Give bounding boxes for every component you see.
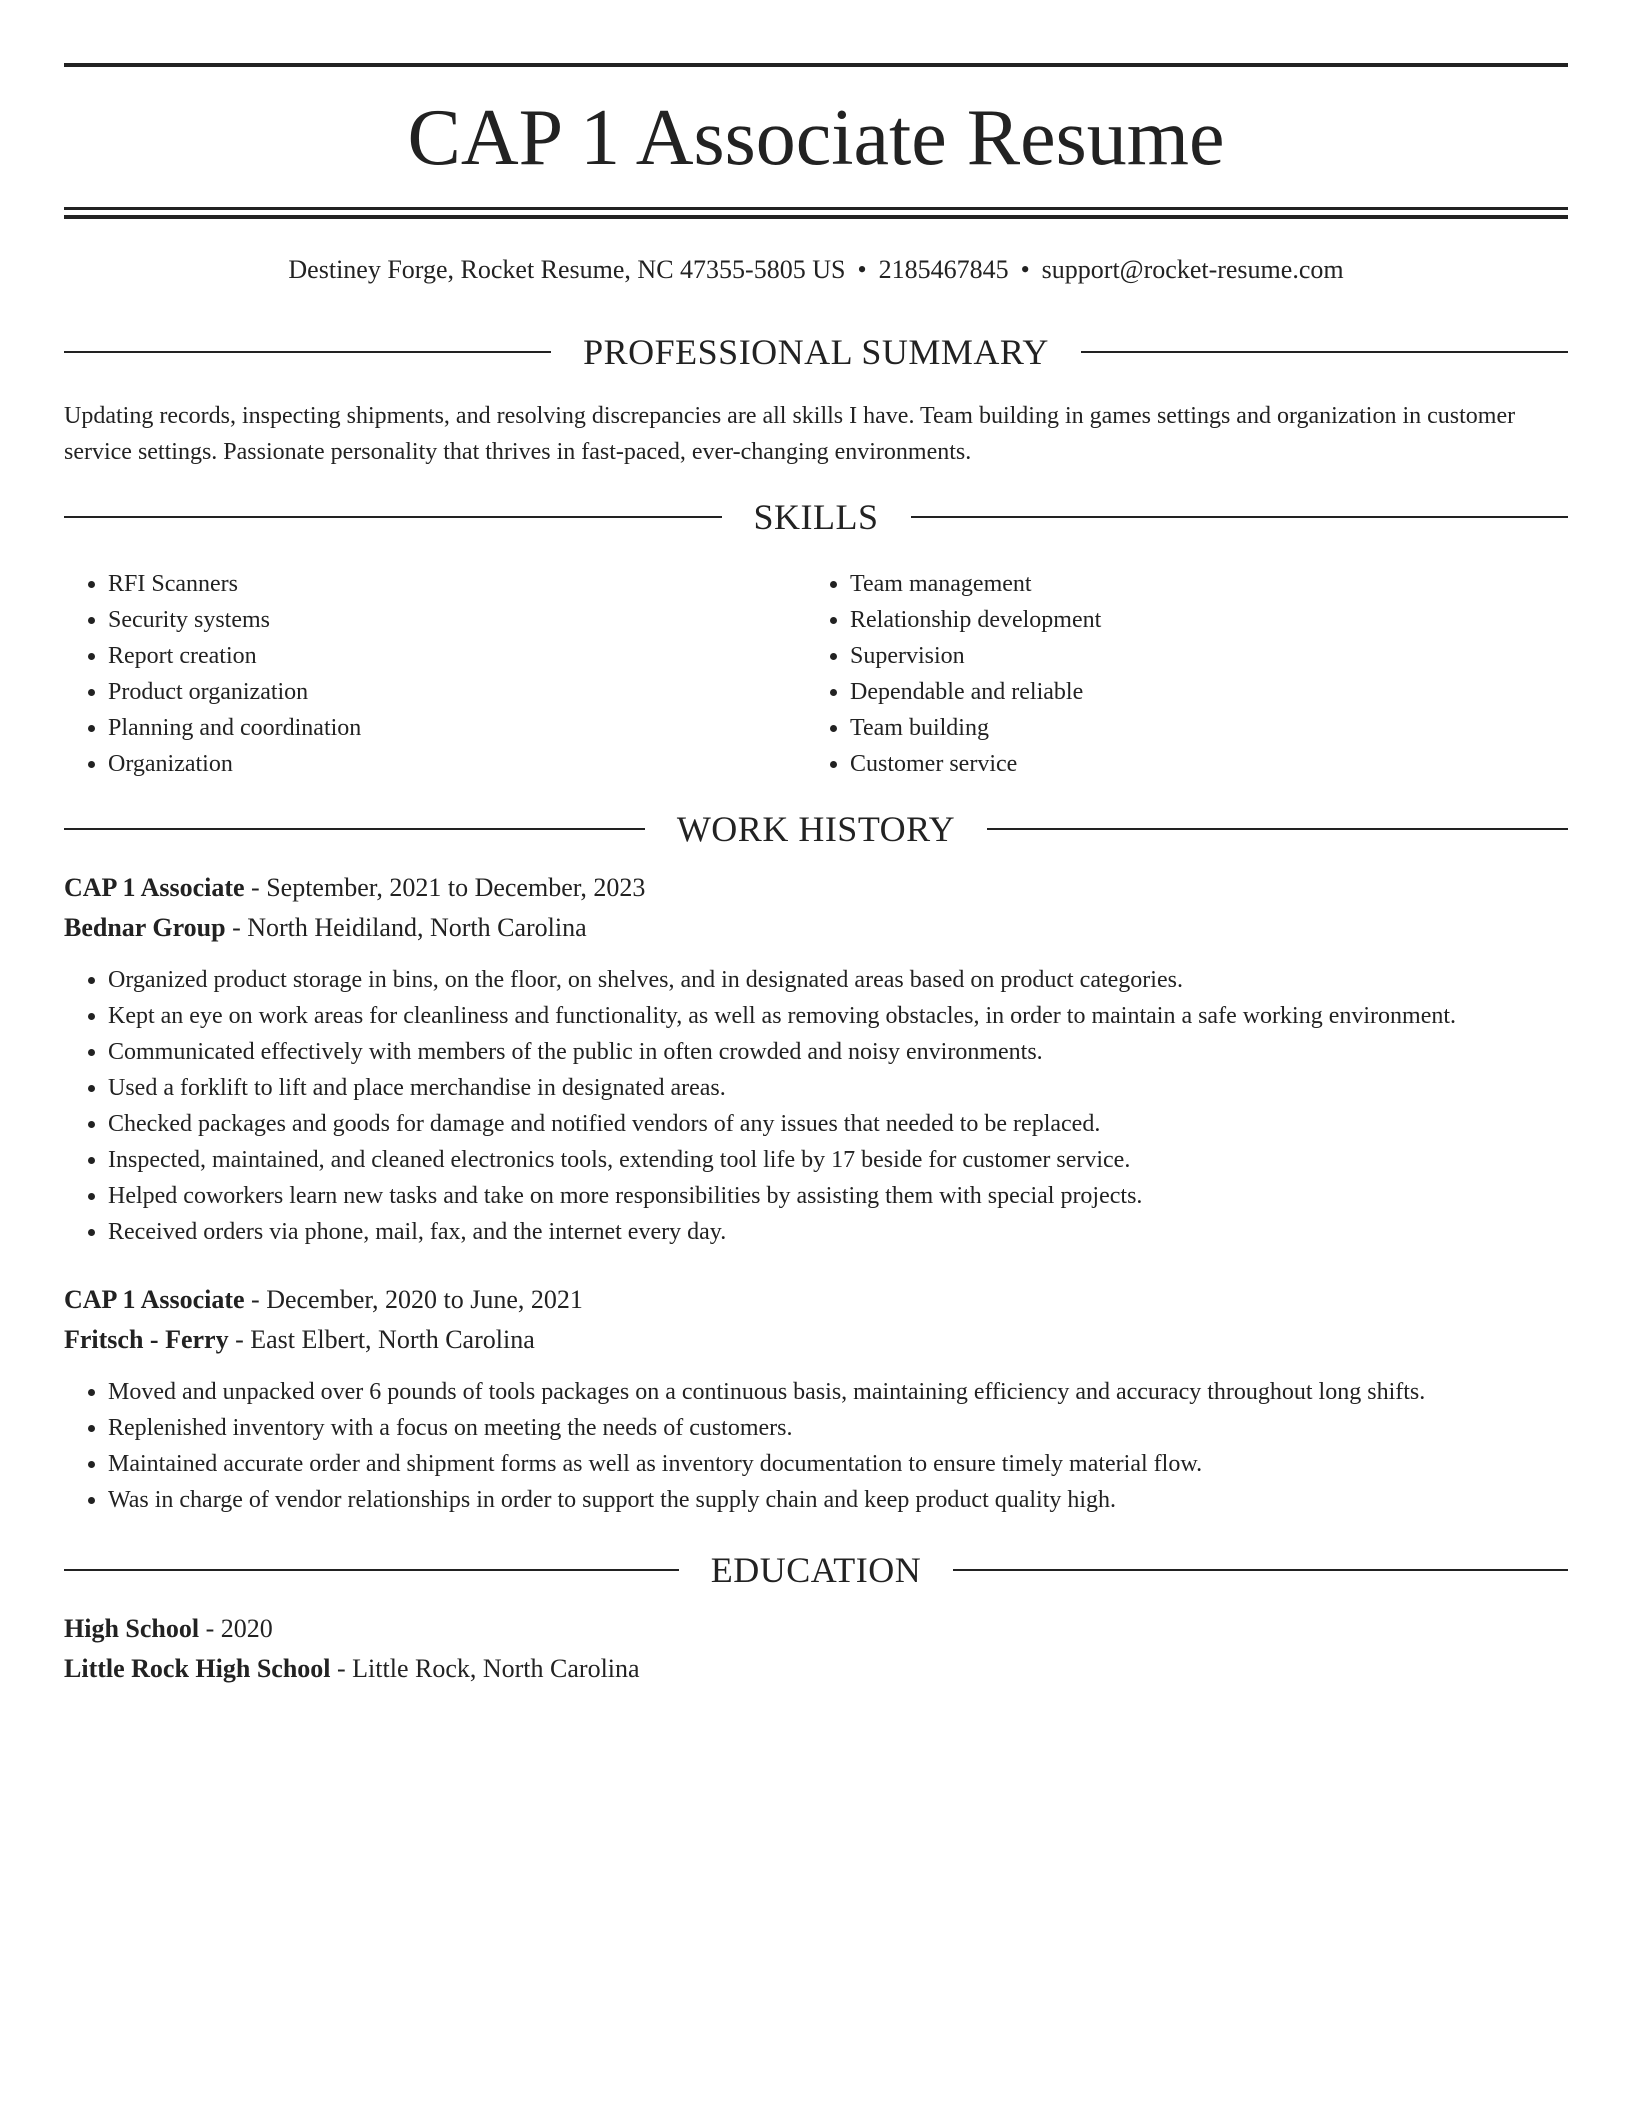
heading-rule <box>1081 351 1568 353</box>
skill-item: • RFI Scanners <box>108 566 804 602</box>
job-duty-item: • Kept an eye on work areas for cleanliness and functionality, as well as removing obstacles, in order to maintain a safe working environment. <box>108 998 1568 1034</box>
summary-text: Updating records, inspecting shipments, and resolving discrepancies are all skills I have. Team building in games settings and organization in customer service settings. Passionate personality that thrives in fast-paced, ever-changing environments. <box>64 403 1516 465</box>
skill-item: • Security systems <box>108 602 804 638</box>
job-duties-list <box>64 1374 1568 1518</box>
skills-left-list <box>64 566 804 782</box>
education-location: - Little Rock, North Carolina <box>330 1654 640 1683</box>
job-duty-item: • Checked packages and goods for damage and notified vendors of any issues that needed to be replaced. <box>108 1106 1568 1142</box>
title-double-rule <box>64 207 1568 219</box>
job-company-line <box>64 910 1568 946</box>
job-title: CAP 1 Associate <box>64 873 245 902</box>
skills-right-column <box>806 566 1546 782</box>
job-duty-item: • Inspected, maintained, and cleaned electronics tools, extending tool life by 17 beside for customer service. <box>108 1142 1568 1178</box>
skill-item: • Team management <box>850 566 1546 602</box>
heading-rule <box>911 516 1569 518</box>
skill-item: • Planning and coordination <box>108 710 804 746</box>
work-history-heading-label: WORK HISTORY <box>676 809 956 849</box>
skills-right-list <box>806 566 1546 782</box>
heading-rule <box>64 1569 679 1571</box>
heading-rule <box>64 828 645 830</box>
job-dates: - December, 2020 to June, 2021 <box>244 1285 583 1314</box>
job-duty-item: • Used a forklift to lift and place merchandise in designated areas. <box>108 1070 1568 1106</box>
skill-item: • Customer service <box>850 746 1546 782</box>
job-dates: - September, 2021 to December, 2023 <box>244 873 646 902</box>
job-duties-list <box>64 962 1568 1250</box>
contact-line <box>64 252 1568 288</box>
education-degree-line <box>64 1611 1568 1647</box>
top-rule <box>64 63 1568 67</box>
education-degree: High School <box>64 1614 200 1643</box>
job-duty-item: • Received orders via phone, mail, fax, and the internet every day. <box>108 1214 1568 1250</box>
heading-rule <box>953 1569 1568 1571</box>
job-location: - North Heidiland, North Carolina <box>225 913 587 942</box>
job-duty-item: • Helped coworkers learn new tasks and take on more responsibilities by assisting them with special projects. <box>108 1178 1568 1214</box>
skill-item: • Product organization <box>108 674 804 710</box>
education-school-line <box>64 1651 1568 1687</box>
skills-section-heading <box>64 495 1568 539</box>
skill-item: • Organization <box>108 746 804 782</box>
education-year: - 2020 <box>199 1614 273 1643</box>
job-location: - East Elbert, North Carolina <box>228 1325 535 1354</box>
contact-phone: 2185467845 <box>878 255 1009 284</box>
job-duty-item: • Organized product storage in bins, on the floor, on shelves, and in designated areas based on product categories. <box>108 962 1568 998</box>
summary-section-heading <box>64 330 1568 374</box>
heading-rule <box>987 828 1568 830</box>
skills-heading-label: SKILLS <box>753 497 879 537</box>
resume-title: CAP 1 Associate Resume <box>407 94 1225 182</box>
job-duty-item: • Replenished inventory with a focus on meeting the needs of customers. <box>108 1410 1568 1446</box>
education-heading-label: EDUCATION <box>710 1550 922 1590</box>
job-title: CAP 1 Associate <box>64 1285 245 1314</box>
skill-item: • Dependable and reliable <box>850 674 1546 710</box>
skill-item: • Supervision <box>850 638 1546 674</box>
contact-email: support@rocket-resume.com <box>1041 255 1344 284</box>
heading-rule <box>64 351 551 353</box>
work-history-section-heading <box>64 807 1568 851</box>
education-school: Little Rock High School <box>64 1654 331 1683</box>
skills-left-column <box>64 566 804 782</box>
job-duties <box>64 962 1568 1250</box>
job-duties <box>64 1374 1568 1518</box>
job-company-line <box>64 1322 1568 1358</box>
job-company: Fritsch - Ferry <box>64 1325 229 1354</box>
contact-address: Destiney Forge, Rocket Resume, NC 47355-5805 US <box>288 255 846 284</box>
skill-item: • Report creation <box>108 638 804 674</box>
contact-separator: • <box>857 255 867 284</box>
job-title-line <box>64 1282 1568 1318</box>
summary-heading-label: PROFESSIONAL SUMMARY <box>583 332 1049 372</box>
job-duty-item: • Communicated effectively with members of the public in often crowded and noisy environments. <box>108 1034 1568 1070</box>
job-duty-item: • Maintained accurate order and shipment forms as well as inventory documentation to ensure timely material flow. <box>108 1446 1568 1482</box>
skill-item: • Relationship development <box>850 602 1546 638</box>
job-company: Bednar Group <box>64 913 226 942</box>
heading-rule <box>64 516 722 518</box>
contact-separator: • <box>1020 255 1030 284</box>
skill-item: • Team building <box>850 710 1546 746</box>
job-duty-item: • Moved and unpacked over 6 pounds of tools packages on a continuous basis, maintaining efficiency and accuracy throughout long shifts. <box>108 1374 1568 1410</box>
job-title-line <box>64 870 1568 906</box>
job-duty-item: • Was in charge of vendor relationships in order to support the supply chain and keep product quality high. <box>108 1482 1568 1518</box>
education-section-heading <box>64 1548 1568 1592</box>
